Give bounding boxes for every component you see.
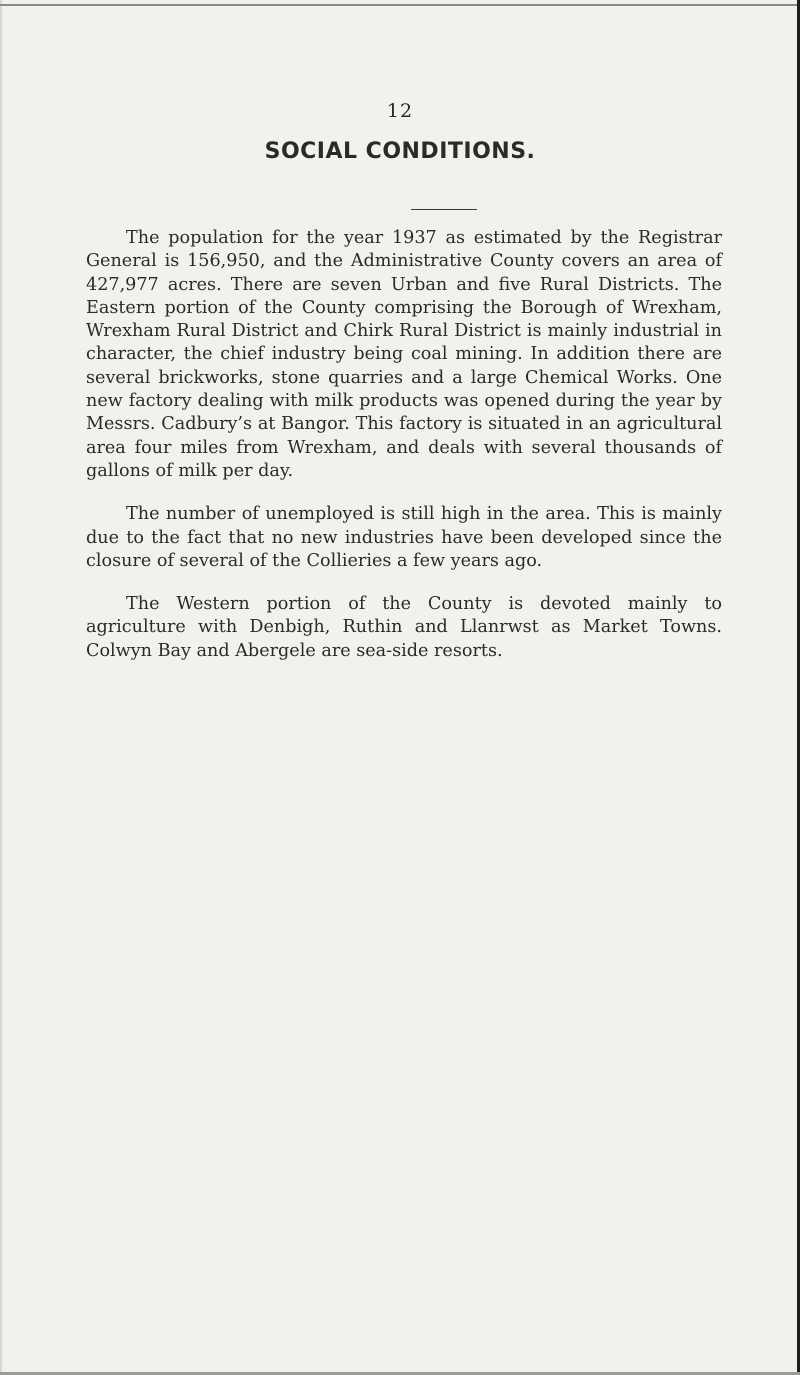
section-title: SOCIAL CONDITIONS. — [264, 139, 536, 164]
paragraph-unemployment: The number of unemployed is still high in the area. This is mainly due to the fact that no new industries have been developed since the closure of several of the Collieries a few years ago. — [86, 504, 722, 571]
paragraph-western-portion: The Western portion of the County is devoted mainly to agriculture with Denbigh, Ruthin and Llanrwst as Market Towns. Colwyn Bay and Abergele are sea-side resorts. — [86, 594, 722, 661]
page-left-edge — [0, 0, 2, 1375]
paragraph-population: The population for the year 1937 as estimated by the Registrar General is 156,950, and the Administrative County covers an area of 427,977 acres. There are seven Urban and five Rural Districts. The Eastern portion of the County comprising the Borough of Wrexham, Wrexham Rural District and Chirk Rural District is mainly industrial in character, the chief industry being coal mining. In addition there are several brickworks, stone quarries and a large Chemical Works. One new factory dealing with milk products was opened during the year by Messrs. Cadbury’s at Bangor. This factory is situated in an agricultural area four miles from Wrexham, and deals with several thousands of gallons of milk per day. — [86, 228, 722, 481]
title-divider — [411, 209, 477, 210]
page-top-edge — [0, 4, 800, 6]
page-number: 12 — [386, 100, 414, 122]
body-text — [86, 227, 722, 683]
